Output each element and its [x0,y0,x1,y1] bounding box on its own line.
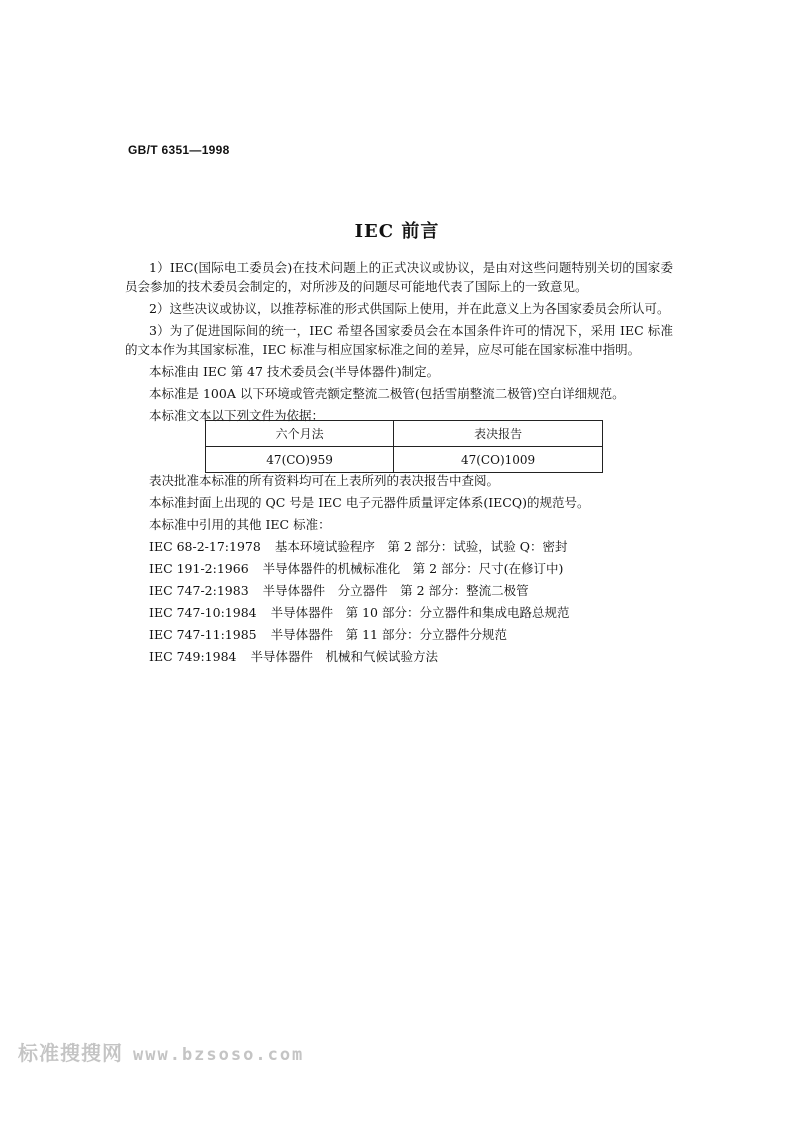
watermark-text: 标准搜搜网 [18,1041,123,1065]
table-cell: 47(CO)1009 [394,447,603,473]
text-line: 本标准中引用的其他 IEC 标准： [149,517,331,532]
text-line: 本标准封面上出现的 QC 号是 IEC 电子元器件质量评定体系(IECQ)的规范号。 [149,495,590,510]
reference-code: IEC 68-2-17:1978 [149,539,261,554]
reference-code: IEC 191-2:1966 [149,561,249,576]
after-table-text [125,471,673,669]
page-title: IEC 前言 [354,221,440,242]
reference-item [125,559,673,578]
reference-code: IEC 749:1984 [149,649,237,664]
watermark [18,1037,304,1066]
reference-item [125,581,673,600]
foreword-body [125,258,673,428]
standard-code: GB/T 6351—1998 [128,143,230,157]
table-header-cell: 六个月法 [206,421,394,447]
reference-code: IEC 747-10:1984 [149,605,257,620]
reference-title: 半导体器件 分立器件 第 2 部分：整流二极管 [262,583,529,598]
watermark-url: www.bzsoso.com [133,1045,305,1065]
text-line: 表决批准本标准的所有资料均可在上表所列的表决报告中查阅。 [149,473,500,488]
table-row [206,447,603,473]
table-header-cell: 表决报告 [394,421,603,447]
reference-title: 半导体器件 机械和气候试验方法 [250,649,438,664]
reference-item [125,647,673,666]
voting-documents-table [205,420,603,473]
reference-item [125,625,673,644]
table-cell: 47(CO)959 [206,447,394,473]
reference-code: IEC 747-2:1983 [149,583,249,598]
reference-code: IEC 747-11:1985 [149,627,257,642]
reference-title: 基本环境试验程序 第 2 部分：试验，试验 Q：密封 [274,539,568,554]
reference-item [125,603,673,622]
paragraph-2: 2）这些决议或协议，以推荐标准的形式供国际上使用，并在此意义上为各国家委员会所认可。 [149,301,670,316]
reference-item [125,537,673,556]
table-header-row [206,421,603,447]
text-line: 本标准是 100A 以下环境或管壳额定整流二极管(包括雪崩整流二极管)空白详细规范。 [149,386,625,401]
text-line: 本标准由 IEC 第 47 技术委员会(半导体器件)制定。 [149,364,440,379]
reference-title: 半导体器件的机械标准化 第 2 部分：尺寸(在修订中) [262,561,564,576]
paragraph-1: 1）IEC(国际电工委员会)在技术问题上的正式决议或协议，是由对这些问题特别关切的国家委员会参加的技术委员会制定的，对所涉及的问题尽可能地代表了国际上的一致意见。 [125,260,673,294]
text-line: 本标准文本以下列文件为依据： [149,408,325,423]
reference-title: 半导体器件 第 11 部分：分立器件分规范 [270,627,507,642]
reference-title: 半导体器件 第 10 部分：分立器件和集成电路总规范 [270,605,570,620]
paragraph-3: 3）为了促进国际间的统一，IEC 希望各国家委员会在本国条件许可的情况下，采用 IEC 标准的文本作为其国家标准，IEC 标准与相应国家标准之间的差异，应尽可能在国家标准中指明。 [125,323,673,357]
